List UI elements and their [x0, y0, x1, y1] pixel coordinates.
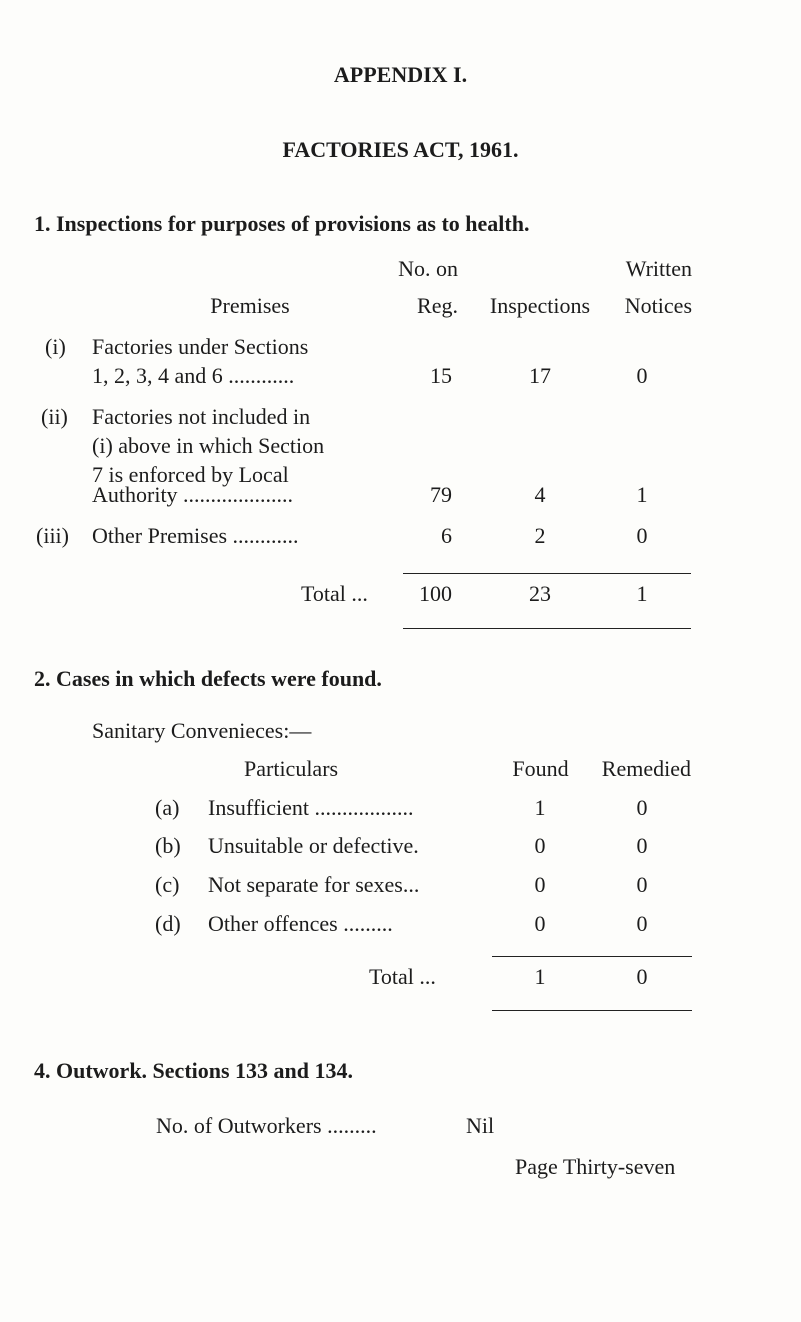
row-remedied-value: 0 — [636, 795, 648, 820]
total-label: Total ... — [369, 964, 436, 989]
col-inspections-header: Inspections — [489, 293, 591, 318]
row-remedied-value: 0 — [636, 872, 648, 897]
appendix-heading: APPENDIX I. — [333, 62, 468, 87]
col-particulars-header: Particulars — [244, 756, 339, 781]
total-inspections-value: 23 — [529, 581, 551, 606]
row-found-value: 0 — [534, 872, 546, 897]
total-found-value: 1 — [534, 964, 546, 989]
total-rule-bottom — [403, 628, 691, 629]
total-label: Total ... — [301, 581, 368, 606]
row-reg-value: 79 — [430, 482, 452, 507]
act-heading: FACTORIES ACT, 1961. — [282, 137, 519, 162]
row-label-line: Factories not included in — [92, 404, 311, 429]
row-remedied-value: 0 — [636, 911, 648, 936]
row-label: Insufficient .................. — [208, 795, 414, 820]
row-notices-value: 0 — [636, 523, 648, 548]
row-number: (c) — [155, 872, 180, 897]
row-reg-value: 6 — [441, 523, 452, 548]
row-label: Not separate for sexes... — [208, 872, 420, 897]
row-inspections-value: 17 — [529, 363, 551, 388]
row-notices-value: 1 — [636, 482, 648, 507]
row-inspections-value: 4 — [534, 482, 546, 507]
row-label-line: Factories under Sections — [92, 334, 309, 359]
page-number: Page Thirty-seven — [515, 1154, 676, 1179]
row-label: Unsuitable or defective. — [208, 833, 419, 858]
row-label-last: Authority .................... — [92, 482, 294, 507]
row-label: Other offences ......... — [208, 911, 393, 936]
total-rule-top — [492, 956, 692, 957]
row-label-last: Other Premises ............ — [92, 523, 299, 548]
row-notices-value: 0 — [636, 363, 648, 388]
total-notices-value: 1 — [636, 581, 648, 606]
outworkers-value: Nil — [466, 1113, 495, 1138]
col-remedied-header: Remedied — [601, 756, 691, 781]
row-found-value: 0 — [534, 911, 546, 936]
row-number: (ii) — [41, 404, 68, 429]
row-number: (d) — [155, 911, 181, 936]
section2-intro: Sanitary Convenieces:— — [92, 718, 312, 743]
col-notices-header-line1: Written — [625, 256, 692, 281]
section2-title: 2. Cases in which defects were found. — [34, 666, 382, 691]
col-reg-header-line1: No. on — [398, 256, 458, 281]
total-rule-top — [403, 573, 691, 574]
row-number: (b) — [155, 833, 181, 858]
section1-title: 1. Inspections for purposes of provisions as to health. — [34, 211, 530, 236]
row-label-last: 1, 2, 3, 4 and 6 ............ — [92, 363, 295, 388]
total-reg-value: 100 — [419, 581, 452, 606]
col-notices-header-line2: Notices — [624, 293, 692, 318]
outworkers-label: No. of Outworkers ......... — [156, 1113, 377, 1138]
row-label-line: (i) above in which Section — [92, 433, 325, 458]
row-number: (a) — [155, 795, 180, 820]
row-remedied-value: 0 — [636, 833, 648, 858]
col-found-header: Found — [512, 756, 569, 781]
row-number: (i) — [45, 334, 66, 359]
col-reg-header-line2: Reg. — [417, 293, 458, 318]
row-found-value: 1 — [534, 795, 546, 820]
section4-title: 4. Outwork. Sections 133 and 134. — [34, 1058, 354, 1083]
row-label-line: 7 is enforced by Local — [92, 462, 289, 487]
row-reg-value: 15 — [430, 363, 452, 388]
total-rule-bottom — [492, 1010, 692, 1011]
row-found-value: 0 — [534, 833, 546, 858]
col-premises-header: Premises — [210, 293, 290, 318]
row-number: (iii) — [36, 523, 69, 548]
row-inspections-value: 2 — [534, 523, 546, 548]
total-remedied-value: 0 — [636, 964, 648, 989]
